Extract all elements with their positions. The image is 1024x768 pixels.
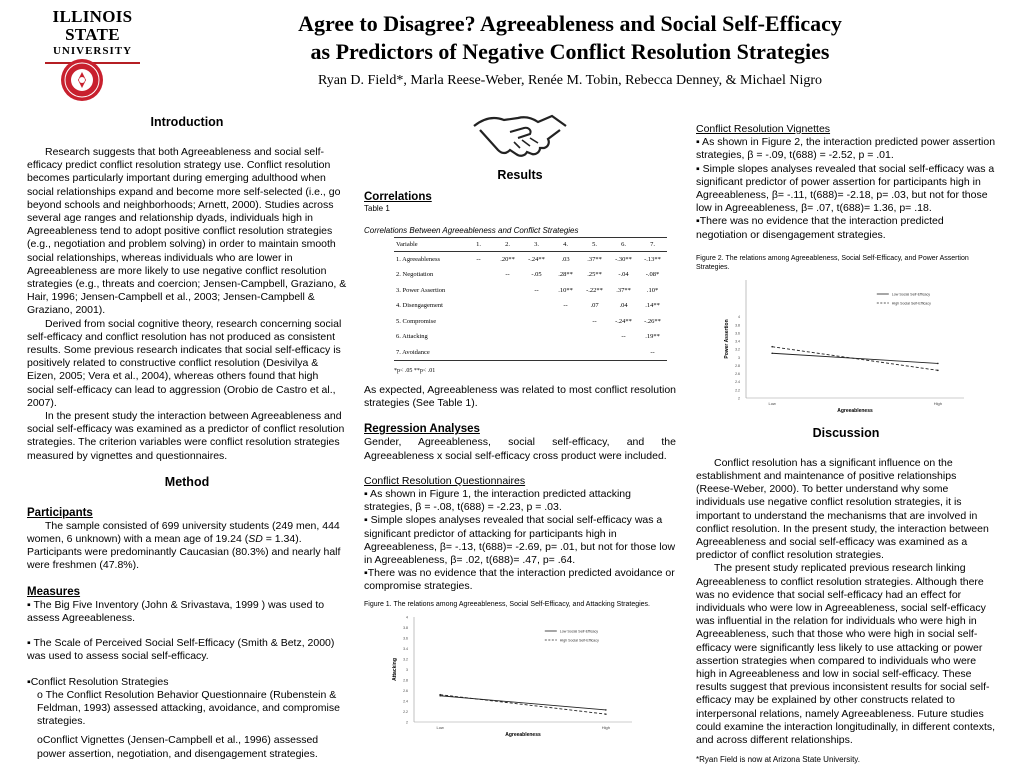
table-cell — [551, 314, 580, 330]
table-cell — [551, 329, 580, 345]
table-cell: -.24** — [615, 317, 632, 325]
table-row — [394, 298, 667, 314]
questionnaire-finding-2: ▪ Simple slopes analyses revealed that social self-efficacy was a significant predictor of attacking for participants high in Agreeableness, β= -.13, t(688)= -2.69, p= .01, but not for those low in Agreeableness, β= .02, t(688)= .47, p= .64. — [364, 514, 676, 566]
measure-self-efficacy: ▪ The Scale of Perceived Social Self-Efficacy (Smith & Betz, 2000) was used to assess social self-efficacy. — [27, 637, 335, 663]
table-cell: -.05 — [531, 271, 542, 279]
y-tick-label: 4 — [406, 615, 408, 620]
table-cell: .37** — [587, 256, 602, 264]
table-cell — [464, 298, 493, 314]
table-cell: -.04 — [618, 271, 629, 279]
measure-conflict-strategies: ▪Conflict Resolution Strategies — [27, 675, 169, 688]
regression-heading: Regression Analyses — [364, 423, 480, 436]
y-axis-label: Attacking — [392, 657, 398, 681]
table-header-cell: 5. — [580, 238, 609, 252]
figure2-chart — [696, 272, 996, 420]
y-tick-label: 3.4 — [735, 339, 740, 344]
table-cell: 1. Agreeableness — [396, 256, 441, 264]
y-axis-label: Power Assertion — [724, 319, 730, 359]
data-point — [771, 352, 773, 354]
logo-line1: ILLINOIS STATE — [52, 7, 133, 44]
table-cell: -.08* — [645, 271, 660, 279]
table-cell: -- — [563, 302, 568, 310]
y-tick-label: 3 — [406, 667, 408, 672]
table-cell: 7. Avoidance — [394, 345, 464, 361]
table-row — [394, 329, 667, 345]
discussion-heading: Discussion — [812, 425, 880, 440]
table-cell: 6. Attacking — [396, 333, 428, 341]
table-row — [394, 345, 667, 361]
y-tick-label: 3.8 — [735, 323, 740, 328]
y-tick-label: 2 — [738, 396, 740, 401]
results-heading: Results — [497, 168, 543, 182]
y-tick-label: 3.6 — [735, 331, 740, 336]
table-header-cell: 7. — [638, 238, 667, 252]
table-cell — [493, 329, 522, 345]
table-cell — [493, 283, 522, 299]
table-cell: .03 — [561, 256, 570, 264]
table-cell: .10* — [646, 286, 659, 294]
university-seal-icon — [60, 58, 104, 102]
vignettes-heading: Conflict Resolution Vignettes — [696, 123, 831, 135]
measure-vignettes: oConflict Vignettes (Jensen-Campbell et al., 1996) assessed power assertion, negotiation, and disengagement strategies. — [37, 734, 319, 760]
measure-bfi: ▪ The Big Five Inventory (John & Srivastava, 1999 ) was used to assess Agreeableness. — [27, 598, 325, 624]
table-cell — [522, 329, 551, 345]
table-cell: -.24** — [528, 256, 545, 264]
table-header-cell: 6. — [609, 238, 638, 252]
y-tick-label: 2.4 — [403, 699, 408, 704]
table-cell — [609, 345, 638, 361]
column-intro-method — [27, 115, 347, 761]
table-cell — [580, 329, 609, 345]
y-tick-label: 2.6 — [403, 688, 408, 693]
table-cell — [522, 345, 551, 361]
measures-heading: Measures — [27, 585, 81, 598]
intro-paragraph-2: Derived from social cognitive theory, research concerning social self-efficacy and conflict resolution has not produced as consistent results. Some previous research indicates that social self-efficacy is positively related to constructive conflict resolution (Desivilya & Eizen, 2005; Vera et al., 2004), whereas others found that high social self-efficacy can lead to aggression (Orobio de Castro et al., 2007). — [27, 317, 342, 409]
x-tick-label: Low — [436, 724, 444, 730]
y-tick-label: 2.6 — [735, 371, 740, 376]
table-cell: .10** — [558, 286, 573, 294]
measure-crbq: o The Conflict Resolution Behavior Questionnaire (Rubenstein & Feldman, 1993) assessed attacking, avoidance, and compromise strategies. — [37, 688, 340, 728]
table-cell: -- — [638, 345, 667, 361]
data-point — [771, 346, 773, 348]
table-row — [394, 314, 667, 330]
table-cell: -.30** — [615, 256, 632, 264]
table-cell — [493, 314, 522, 330]
table-cell — [464, 314, 493, 330]
table-cell — [493, 345, 522, 361]
table-cell: 2. Negotiation — [396, 271, 434, 279]
legend-label: High Social Self-Efficacy — [559, 638, 599, 643]
table-cell: -- — [505, 271, 510, 279]
table-row — [394, 283, 667, 299]
y-tick-label: 2 — [406, 720, 408, 725]
data-point — [605, 713, 607, 715]
participants-text: The sample consisted of 699 university students (249 men, 444 women, 6 unknown) with a mean age of 19.24 (SD = 1.34). Participants were predominantly Caucasian (80.3%) and nearly half were freshmen (47.8%). — [27, 519, 341, 572]
questionnaires-heading: Conflict Resolution Questionnaires — [364, 474, 526, 487]
poster-title — [215, 10, 925, 66]
table-cell: .37** — [616, 286, 631, 294]
table-cell: .20** — [500, 256, 515, 264]
y-tick-label: 2.8 — [735, 363, 740, 368]
university-logo — [30, 8, 155, 64]
y-tick-label: 3.8 — [403, 625, 408, 630]
data-point — [605, 709, 607, 711]
vignette-finding-2: ▪ Simple slopes analyses revealed that social self-efficacy was a significant predictor of power assertion for participants high in Agreeableness, β= -.11, t(688)= -2.18, p= .03, but not for those low in Agreeableness, β= .07, t(688)= 1.36, p= .18. — [696, 162, 995, 215]
series-line — [440, 694, 606, 713]
x-tick-label: High — [933, 400, 942, 406]
table-cell: 4. Disengagement — [396, 302, 443, 310]
series-line — [772, 353, 938, 363]
table-cell: .14** — [645, 302, 660, 310]
y-tick-label: 3 — [738, 355, 740, 360]
x-tick-label: Low — [768, 400, 776, 406]
table-cell — [522, 314, 551, 330]
data-point — [937, 362, 939, 364]
introduction-heading: Introduction — [150, 115, 224, 129]
y-tick-label: 2.8 — [403, 678, 408, 683]
table-note: *p< .05 **p< .01 — [394, 367, 436, 374]
data-point — [937, 369, 939, 371]
authors: Ryan D. Field*, Marla Reese-Weber, Renée M. Tobin, Rebecca Denney, & Michael Nigro — [317, 73, 823, 88]
method-heading: Method — [164, 474, 210, 489]
table-cell: -.13** — [644, 256, 661, 264]
table-cell — [580, 345, 609, 361]
table-cell: .19** — [645, 333, 660, 341]
figure2-svg — [696, 272, 976, 420]
legend-label: Low Social Self-Efficacy — [559, 629, 599, 634]
table-cell — [464, 283, 493, 299]
table-cell: -.26** — [644, 317, 661, 325]
table-header-cell: 1. — [464, 238, 493, 252]
table-cell: .28** — [558, 271, 573, 279]
figure1-caption: Figure 1. The relations among Agreeableness, Social Self-Efficacy, and Attacking Strategies. — [364, 600, 650, 608]
title-line1: Agree to Disagree? Agreeableness and Social Self-Efficacy — [298, 11, 842, 36]
table-header-cell: 4. — [551, 238, 580, 252]
column-vignettes-discussion — [696, 123, 996, 767]
table-cell: -- — [621, 333, 626, 341]
table-cell: -- — [476, 256, 481, 264]
x-axis-label: Agreeableness — [505, 731, 541, 738]
correlation-table — [394, 237, 667, 361]
figure2-caption: Figure 2. The relations among Agreeableness, Social Self-Efficacy, and Power Assertion Strategies. — [696, 254, 969, 271]
table-cell — [464, 329, 493, 345]
table-cell: -.22** — [586, 286, 603, 294]
table-cell: -- — [592, 317, 597, 325]
correlation-summary: As expected, Agreeableness was related to most conflict resolution strategies (See Table 1). — [364, 383, 676, 410]
figure1-chart — [364, 609, 676, 744]
table-cell — [464, 267, 493, 283]
table-cell: .07 — [590, 302, 599, 310]
table-header-cell: 2. — [493, 238, 522, 252]
title-line2: as Predictors of Negative Conflict Resolution Strategies — [310, 39, 830, 64]
vignette-finding-3: ▪There was no evidence that the interaction predicted negotiation or disengagement strategies. — [696, 215, 944, 241]
table-cell — [493, 298, 522, 314]
vignette-finding-1: ▪ As shown in Figure 2, the interaction predicted power assertion strategies, β = -.09, t(688) = -2.52, p = .01. — [696, 136, 996, 162]
legend-label: High Social Self-Efficacy — [891, 301, 931, 306]
table-header-cell: Variable — [394, 238, 464, 252]
regression-text: Gender, Agreeableness, social self-efficacy, and the Agreeableness x social self-efficacy cross product were included. — [364, 436, 676, 462]
figure1-svg — [364, 609, 644, 744]
intro-paragraph-3: In the present study the interaction between Agreeableness and social self-efficacy was examined as a predictor of conflict resolution strategies. The criterion variables were conflict resolution strategies measured by vignettes and questionnaires. — [27, 410, 345, 462]
table-label: Table 1 — [364, 204, 390, 213]
table-row — [394, 267, 667, 283]
footnote: *Ryan Field is now at Arizona State University. — [696, 755, 860, 765]
logo-line2: UNIVERSITY — [52, 45, 133, 57]
table-cell — [464, 345, 493, 361]
column-results — [364, 190, 676, 744]
intro-paragraph-1: Research suggests that both Agreeableness and social self-efficacy predict conflict resolution strategy use. Conflict resolution becomes particularly important during emerging adulthood when social relationships expand and become more self-selected (i.e., go beyond schools and neighborhoods; Arnett, 2000). Studies across several age ranges and relationship dyads, individuals high in Agreeableness tend to adopt positive conflict resolution strategies (e.g., negotiation and problem solving) in order to maintain smooth social relationships, whereas individuals who are lower in Agreeableness are more likely to use negative conflict resolution strategies (e.g., threats and coercion; Jensen-Campbell, Graziano, & Hair, 1996; Jensen-Campbell et al., 2003; Jensen-Campbell & Graziano, 2001). — [27, 146, 347, 317]
participants-heading: Participants — [27, 506, 93, 519]
table-cell — [551, 345, 580, 361]
x-axis-label: Agreeableness — [837, 407, 873, 414]
questionnaire-finding-1: ▪ As shown in Figure 1, the interaction predicted attacking strategies, β = -.08, t(688) = -2.23, p = .03. — [364, 487, 631, 514]
legend-label: Low Social Self-Efficacy — [891, 292, 931, 297]
table-cell: 5. Compromise — [396, 317, 437, 325]
table-header-cell: 3. — [522, 238, 551, 252]
handshake-icon — [470, 108, 570, 160]
y-tick-label: 3.2 — [403, 657, 408, 662]
y-tick-label: 3.4 — [403, 646, 408, 651]
y-tick-label: 3.2 — [735, 347, 740, 352]
correlations-heading: Correlations — [364, 191, 432, 203]
y-tick-label: 3.6 — [403, 636, 408, 641]
table-cell: .04 — [619, 302, 628, 310]
table-cell: .25** — [587, 271, 602, 279]
discussion-paragraph-2: The present study replicated previous research linking Agreeableness to conflict resolution strategies. Although there was no evidence that social self-efficacy had an effect for individuals who were low in Agreeableness, social self-efficacy was influential in the relation for individuals who were high in Agreeableness, such that those who were high in social self-efficacy were significantly less likely to use attacking or power assertion strategies when compared to individuals who were high in Agreeableness and low in social self-efficacy. These results suggest that previous inconsistent results for social self-efficacy may be explained by other constructs related to interpersonal relations, namely Agreeableness. Future studies could examine the interaction longitudinally, in different contexts, and across different relationships. — [696, 562, 996, 747]
y-tick-label: 4 — [738, 314, 740, 319]
questionnaire-finding-3: ▪There was no evidence that the interaction predicted avoidance or compromise strategies. — [364, 567, 675, 593]
y-tick-label: 2.2 — [735, 388, 740, 393]
table-cell — [522, 298, 551, 314]
data-point — [439, 693, 441, 695]
table-title: Correlations Between Agreeableness and Conflict Strategies — [364, 226, 579, 235]
x-tick-label: High — [601, 724, 610, 730]
y-tick-label: 2.2 — [403, 709, 408, 714]
discussion-paragraph-1: Conflict resolution has a significant influence on the establishment and maintenance of positive relationships (Reese-Weber, 2000). To better understand why some individuals use negative conflict resolution strategies, it is important to understand the mechanisms that are involved in conflict resolution. In the present study, the interaction between Agreeableness and social self-efficacy was examined as a predictor of conflict resolution strategies. — [696, 456, 989, 562]
y-tick-label: 2.4 — [735, 380, 740, 385]
table-cell: 3. Power Assertion — [396, 286, 446, 294]
table-cell: -- — [534, 286, 539, 294]
table-row — [394, 252, 667, 268]
